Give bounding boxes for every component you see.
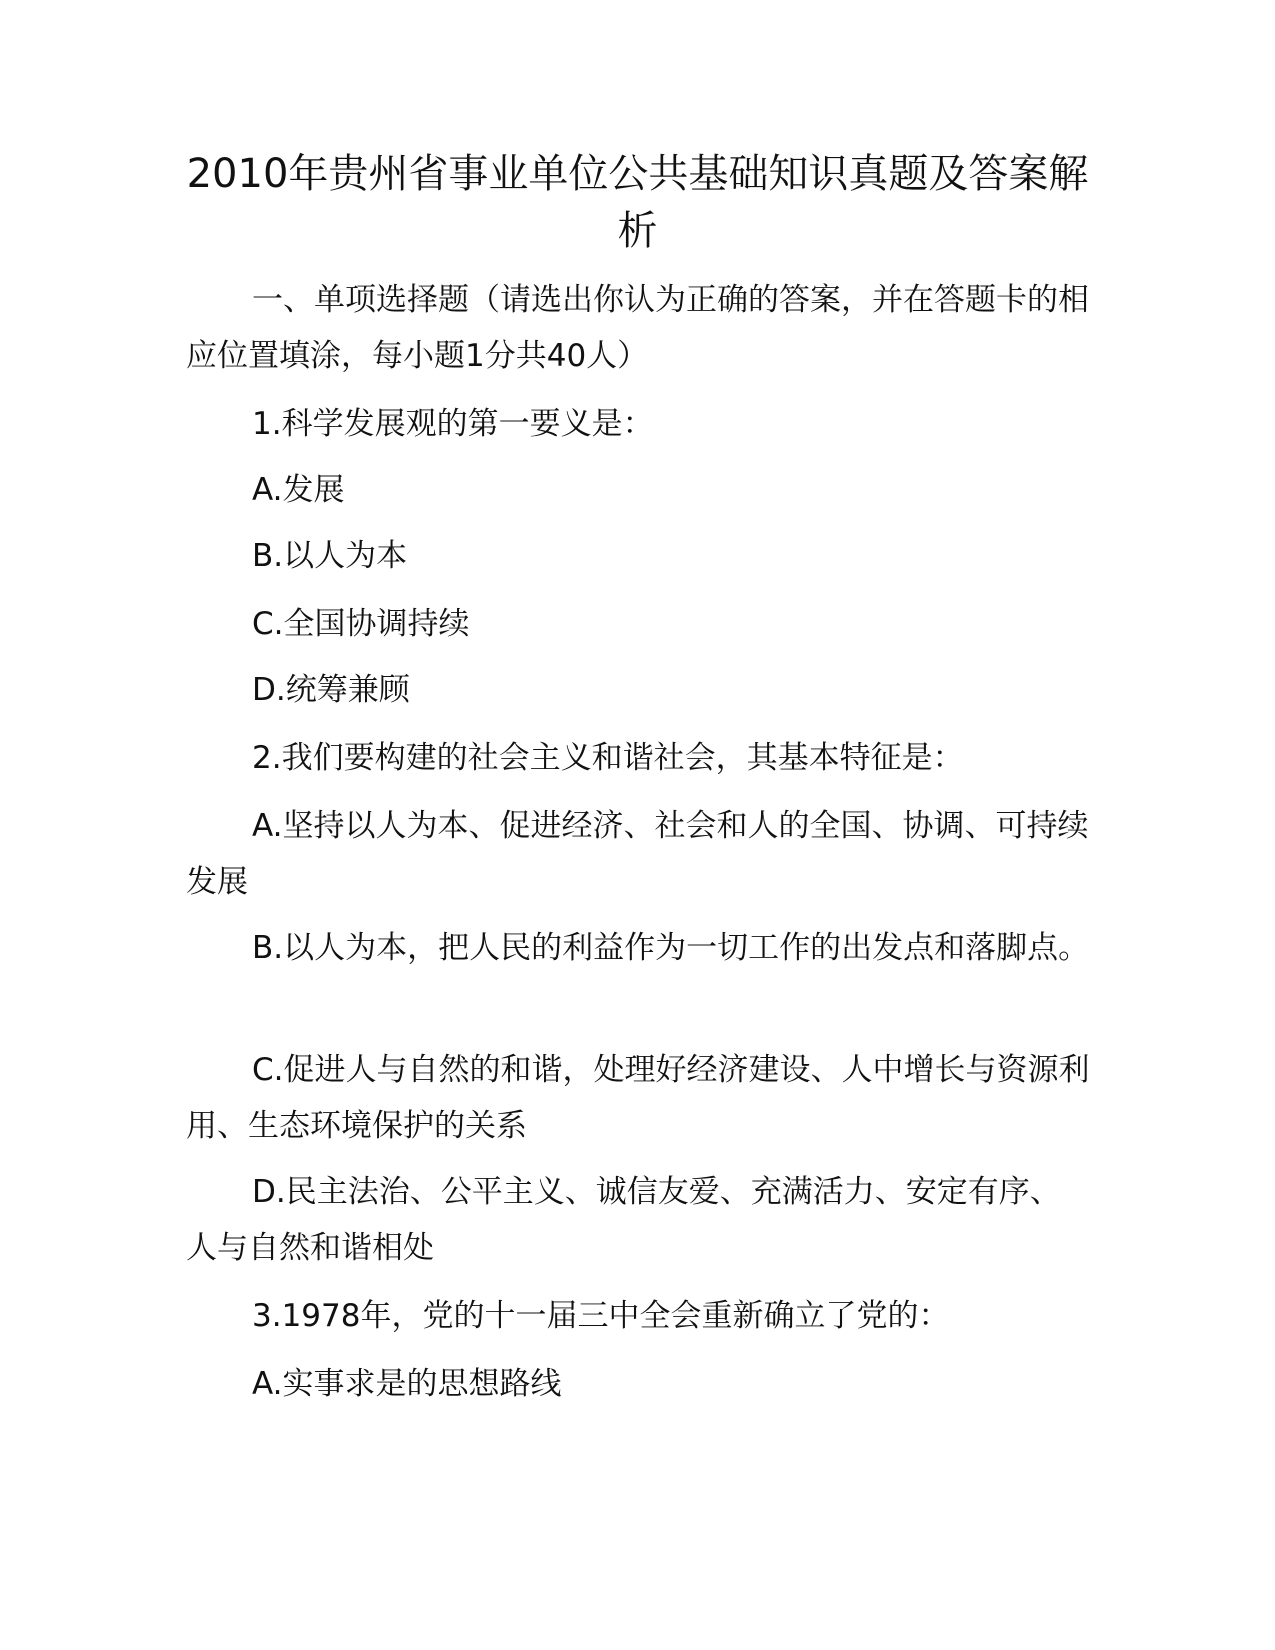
question-2-option-d: D.民主法治、公平主义、诚信友爱、充满活力、安定有序、人与自然和谐相处	[186, 1174, 1061, 1266]
question-1-stem: 1.科学发展观的第一要义是：	[252, 406, 654, 442]
question-1-option-d: D.统筹兼顾	[252, 672, 410, 708]
question-1-option-b: B.以人为本	[252, 538, 408, 574]
question-2-option-c: C.促进人与自然的和谐，处理好经济建设、人中增长与资源利用、生态环境保护的关系	[186, 1052, 1090, 1144]
question-1-option-c: C.全国协调持续	[252, 606, 470, 642]
question-1-option-a: A.发展	[252, 472, 345, 508]
question-2-option-b: B.以人为本，把人民的利益作为一切工作的出发点和落脚点。	[252, 930, 1090, 966]
question-3-option-a: A.实事求是的思想路线	[252, 1366, 562, 1402]
section-heading: 一、单项选择题（请选出你认为正确的答案，并在答题卡的相应位置填涂，每小题1分共40人）	[186, 282, 1089, 374]
question-2-option-a: A.坚持以人为本、促进经济、社会和人的全国、协调、可持续发展	[186, 808, 1089, 900]
question-2-stem: 2.我们要构建的社会主义和谐社会，其基本特征是：	[252, 740, 964, 776]
document-title: 2010年贵州省事业单位公共基础知识真题及答案解析	[186, 151, 1089, 254]
question-3-stem: 3.1978年，党的十一届三中全会重新确立了党的：	[252, 1298, 950, 1334]
